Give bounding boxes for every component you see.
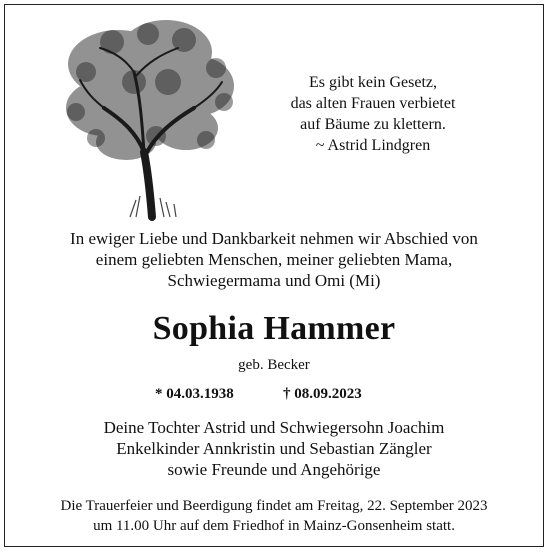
birth-date: * 04.03.1938: [155, 386, 234, 402]
farewell-text: [0, 228, 548, 291]
quote-line: das alten Frauen verbietet: [290, 95, 456, 112]
funeral-details: [0, 496, 548, 536]
mourners-list: [0, 417, 548, 480]
maiden-name: geb. Becker: [238, 357, 310, 373]
quote-block: [258, 72, 488, 156]
quote-line: auf Bäume zu klettern.: [300, 116, 446, 133]
farewell-line: einem geliebten Menschen, meiner geliebten Mama,: [95, 250, 453, 269]
deceased-name: Sophia Hammer: [152, 310, 396, 347]
quote-author: ~ Astrid Lindgren: [315, 137, 431, 154]
mourners-line: sowie Freunde und Angehörige: [167, 460, 381, 479]
farewell-line: In ewiger Liebe und Dankbarkeit nehmen wir Abschied von: [70, 229, 478, 248]
quote-line: Es gibt kein Gesetz,: [309, 74, 437, 91]
funeral-line: um 11.00 Uhr auf dem Friedhof in Mainz-Gonsenheim statt.: [93, 518, 455, 534]
farewell-line: Schwiegermama und Omi (Mi): [167, 271, 381, 290]
tree-illustration-icon: [56, 12, 246, 222]
mourners-line: Deine Tochter Astrid und Schwiegersohn Joachim: [103, 418, 445, 437]
funeral-line: Die Trauerfeier und Beerdigung findet am Freitag, 22. September 2023: [60, 498, 488, 514]
mourners-line: Enkelkinder Annkristin und Sebastian Zängler: [116, 439, 432, 458]
death-date: † 08.09.2023: [283, 386, 362, 402]
